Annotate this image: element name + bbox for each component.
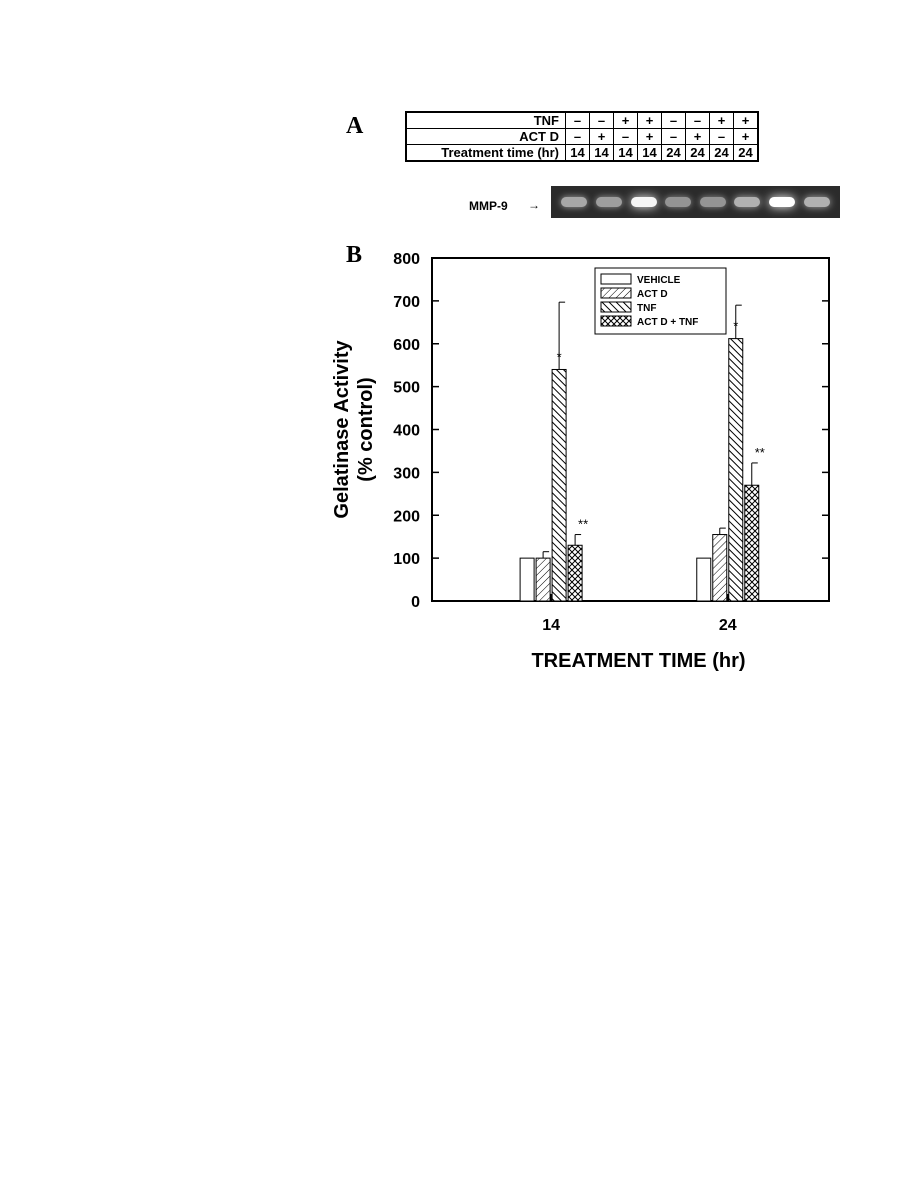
significance-marker: *	[556, 349, 562, 365]
gel-band	[596, 197, 622, 207]
conditions-cell: –	[590, 112, 614, 129]
conditions-cell: 24	[662, 145, 686, 162]
y-axis-label: Gelatinase Activity	[331, 340, 353, 519]
gelatinase-bar-chart	[320, 240, 860, 680]
conditions-row-label: TNF	[406, 112, 566, 129]
conditions-row-label: Treatment time (hr)	[406, 145, 566, 162]
conditions-row	[406, 145, 758, 162]
significance-marker: *	[733, 318, 739, 334]
conditions-cell: +	[734, 112, 759, 129]
conditions-cell: +	[734, 129, 759, 145]
y-tick-label: 300	[393, 465, 420, 483]
panel-label-a: A	[346, 113, 364, 139]
bar	[697, 558, 711, 601]
conditions-cell: 24	[710, 145, 734, 162]
conditions-cell: +	[686, 129, 710, 145]
conditions-cell: –	[710, 129, 734, 145]
conditions-cell: 14	[590, 145, 614, 162]
bar	[713, 535, 727, 601]
legend-label: ACT D	[637, 289, 668, 300]
gel-arrow-icon: →	[528, 198, 540, 212]
legend-swatch	[601, 302, 631, 312]
y-tick-label: 600	[393, 336, 420, 354]
x-tick-label: 14	[542, 617, 560, 634]
gel-band	[700, 197, 726, 207]
y-tick-label: 400	[393, 422, 420, 440]
bar	[568, 545, 582, 601]
conditions-cell: –	[662, 112, 686, 129]
zymogram-gel-image	[551, 186, 840, 218]
bar	[729, 339, 743, 601]
conditions-cell: –	[566, 129, 590, 145]
y-tick-label: 200	[393, 508, 420, 526]
x-tick-label: 24	[718, 617, 737, 634]
legend-label: ACT D + TNF	[637, 317, 699, 328]
legend-swatch	[601, 274, 631, 284]
legend-swatch	[601, 288, 631, 298]
conditions-cell: 24	[686, 145, 710, 162]
legend-label: VEHICLE	[637, 275, 681, 286]
conditions-cell: +	[590, 129, 614, 145]
conditions-cell: –	[614, 129, 638, 145]
y-tick-label: 0	[411, 594, 420, 611]
bar	[536, 558, 550, 601]
y-tick-label: 500	[393, 379, 420, 397]
significance-marker: **	[754, 444, 765, 460]
conditions-cell: 14	[614, 145, 638, 162]
bar	[745, 485, 759, 601]
conditions-cell: 14	[566, 145, 590, 162]
panel-label-b: B	[346, 242, 363, 268]
conditions-cell: +	[614, 112, 638, 129]
conditions-row	[406, 112, 758, 129]
conditions-cell: –	[566, 112, 590, 129]
gel-band-label: MMP-9	[469, 199, 508, 213]
gel-band	[769, 197, 795, 207]
conditions-table	[405, 111, 759, 162]
conditions-cell: +	[638, 112, 662, 129]
conditions-row-label: ACT D	[406, 129, 566, 145]
x-axis-label: TREATMENT TIME (hr)	[531, 650, 746, 672]
conditions-cell: 14	[638, 145, 662, 162]
gel-band	[804, 197, 830, 207]
gel-band	[665, 197, 691, 207]
conditions-row	[406, 129, 758, 145]
conditions-cell: 24	[734, 145, 759, 162]
legend-swatch	[601, 316, 631, 326]
conditions-cell: –	[662, 129, 686, 145]
conditions-cell: +	[710, 112, 734, 129]
conditions-cell: +	[638, 129, 662, 145]
gel-band	[734, 197, 760, 207]
bar	[520, 558, 534, 601]
y-tick-label: 700	[393, 293, 420, 311]
y-axis-label: (% control)	[355, 377, 377, 482]
significance-marker: **	[578, 516, 589, 532]
y-tick-label: 800	[393, 251, 420, 268]
bar	[552, 369, 566, 601]
conditions-cell: –	[686, 112, 710, 129]
gel-band	[631, 197, 657, 207]
legend-label: TNF	[637, 303, 657, 314]
gel-band	[561, 197, 587, 207]
y-tick-label: 100	[393, 551, 420, 569]
